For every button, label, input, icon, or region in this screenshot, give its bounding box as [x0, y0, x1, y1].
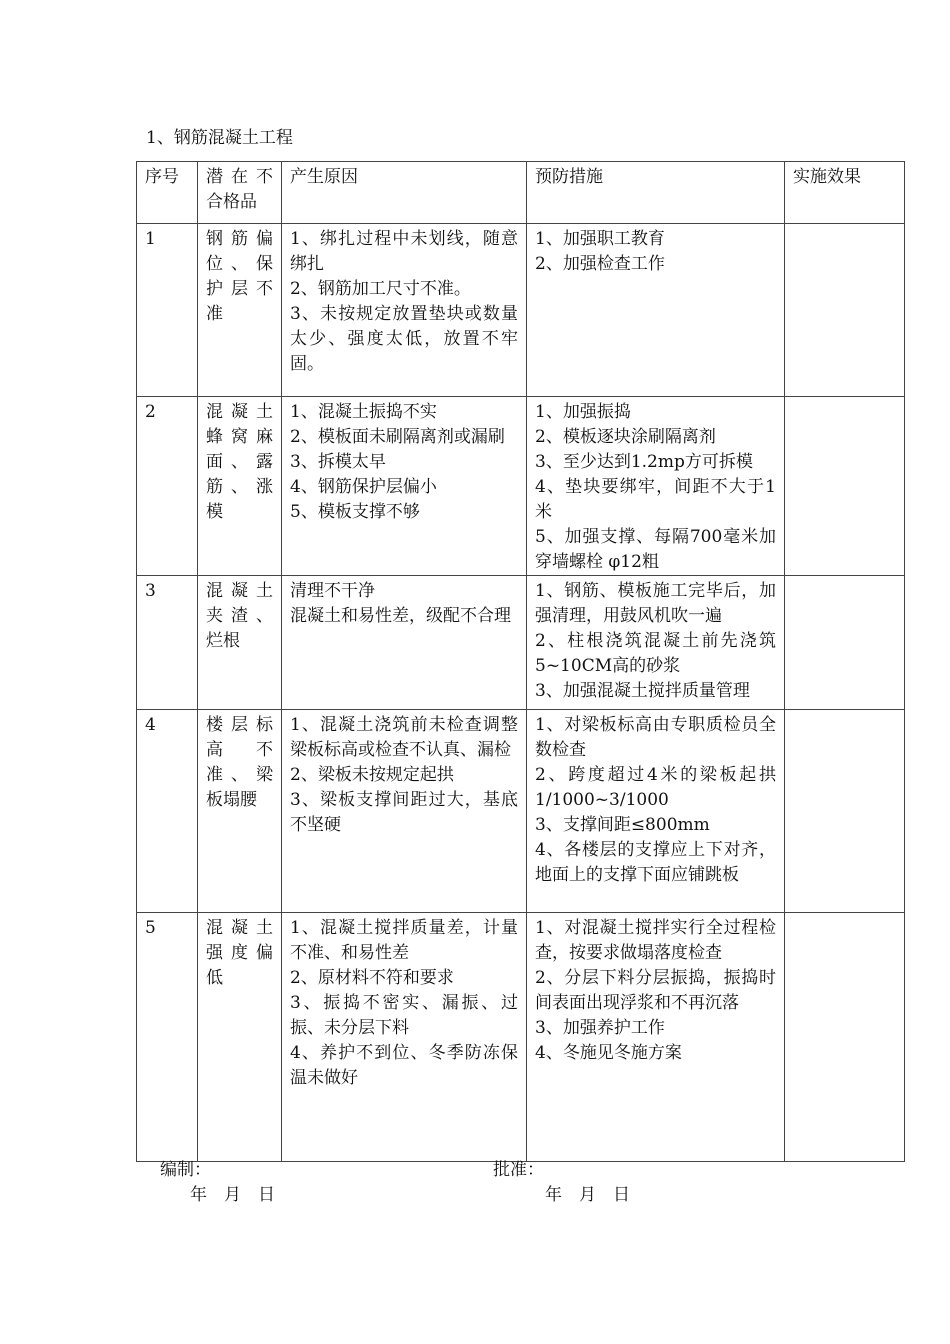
header-causes: 产生原因	[282, 162, 527, 224]
cause-line: 3、振捣不密实、漏振、过振、未分层下料	[290, 993, 518, 1038]
measure-line: 1、加强振捣	[535, 402, 631, 422]
cause-line: 混凝土和易性差，级配不合理	[290, 606, 511, 626]
measure-line: 1、对混凝土搅拌实行全过程检查，按要求做塌落度检查	[535, 918, 776, 963]
cause-line: 2、模板面未刷隔离剂或漏刷	[290, 427, 505, 447]
cause-line: 4、养护不到位、冬季防冻保温未做好	[290, 1043, 518, 1088]
row-measures	[527, 576, 785, 710]
cause-line: 1、混凝土振捣不实	[290, 402, 437, 422]
row-item: 楼层标高不准、梁板塌腰	[198, 710, 282, 913]
measure-line: 4、各楼层的支撑应上下对齐，地面上的支撑下面应铺跳板	[535, 840, 776, 885]
measure-line: 3、至少达到1.2mp方可拆模	[535, 452, 753, 472]
measure-line: 2、分层下料分层振捣，振捣时间表面出现浮浆和不再沉落	[535, 968, 776, 1013]
measure-line: 3、支撑间距≤800mm	[535, 815, 710, 835]
cause-line: 5、模板支撑不够	[290, 502, 420, 522]
cause-line: 3、未按规定放置垫块或数量太少、强度太低，放置不牢固。	[290, 304, 518, 374]
cause-line: 1、混凝土浇筑前未检查调整梁板标高或检查不认真、漏检	[290, 715, 518, 760]
cause-line: 3、梁板支撑间距过大，基底不坚硬	[290, 790, 518, 835]
header-item: 潜在不合格品	[198, 162, 282, 224]
header-no: 序号	[137, 162, 198, 224]
date-approved: 年 月 日	[545, 1185, 630, 1205]
row-causes	[282, 913, 527, 1162]
quality-table	[136, 161, 905, 1162]
cause-line: 2、梁板未按规定起拱	[290, 765, 454, 785]
measure-line: 2、加强检查工作	[535, 254, 665, 274]
row-measures	[527, 224, 785, 397]
cause-line: 1、绑扎过程中未划线，随意绑扎	[290, 229, 518, 274]
header-effect: 实施效果	[785, 162, 905, 224]
measure-line: 4、冬施见冬施方案	[535, 1043, 682, 1063]
row-causes	[282, 397, 527, 576]
cause-line: 4、钢筋保护层偏小	[290, 477, 437, 497]
row-no: 1	[137, 224, 198, 397]
cause-line: 2、钢筋加工尺寸不准。	[290, 279, 471, 299]
table-row	[137, 224, 905, 397]
row-causes	[282, 710, 527, 913]
row-no: 5	[137, 913, 198, 1162]
table-row	[137, 710, 905, 913]
row-effect	[785, 710, 905, 913]
table-row	[137, 576, 905, 710]
table-row	[137, 913, 905, 1162]
row-causes	[282, 576, 527, 710]
row-effect	[785, 397, 905, 576]
row-effect	[785, 224, 905, 397]
row-no: 2	[137, 397, 198, 576]
table-row	[137, 397, 905, 576]
measure-line: 2、柱根浇筑混凝土前先浇筑5~10CM高的砂浆	[535, 631, 776, 676]
measure-line: 1、加强职工教育	[535, 229, 665, 249]
approved-label: 批准：	[493, 1160, 544, 1180]
table-header-row	[137, 162, 905, 224]
measure-line: 1、钢筋、模板施工完毕后，加强清理，用鼓风机吹一遍	[535, 581, 776, 626]
cause-line: 3、拆模太早	[290, 452, 386, 472]
measure-line: 4、垫块要绑牢，间距不大于1米	[535, 477, 776, 522]
row-item: 混凝土蜂窝麻面、露筋、涨模	[198, 397, 282, 576]
row-measures	[527, 397, 785, 576]
cause-line: 1、混凝土搅拌质量差，计量不准、和易性差	[290, 918, 518, 963]
measure-line: 5、加强支撑、每隔700毫米加穿墙螺栓 φ12粗	[535, 527, 776, 572]
row-item: 混凝土强度偏低	[198, 913, 282, 1162]
row-effect	[785, 576, 905, 710]
header-measures: 预防措施	[527, 162, 785, 224]
row-measures	[527, 913, 785, 1162]
row-no: 4	[137, 710, 198, 913]
section-title: 1、钢筋混凝土工程	[146, 128, 293, 148]
cause-line: 2、原材料不符和要求	[290, 968, 454, 988]
measure-line: 3、加强混凝土搅拌质量管理	[535, 681, 750, 701]
date-prepared: 年 月 日	[190, 1185, 275, 1205]
row-no: 3	[137, 576, 198, 710]
prepared-label: 编制：	[160, 1160, 211, 1180]
row-effect	[785, 913, 905, 1162]
row-item: 混凝土夹渣、烂根	[198, 576, 282, 710]
measure-line: 2、跨度超过4米的梁板起拱1/1000~3/1000	[535, 765, 776, 810]
measure-line: 1、对梁板标高由专职质检员全数检查	[535, 715, 776, 760]
row-item: 钢筋偏位、保护层不准	[198, 224, 282, 397]
measure-line: 2、模板逐块涂刷隔离剂	[535, 427, 716, 447]
row-measures	[527, 710, 785, 913]
measure-line: 3、加强养护工作	[535, 1018, 665, 1038]
row-causes	[282, 224, 527, 397]
cause-line: 清理不干净	[290, 581, 375, 601]
